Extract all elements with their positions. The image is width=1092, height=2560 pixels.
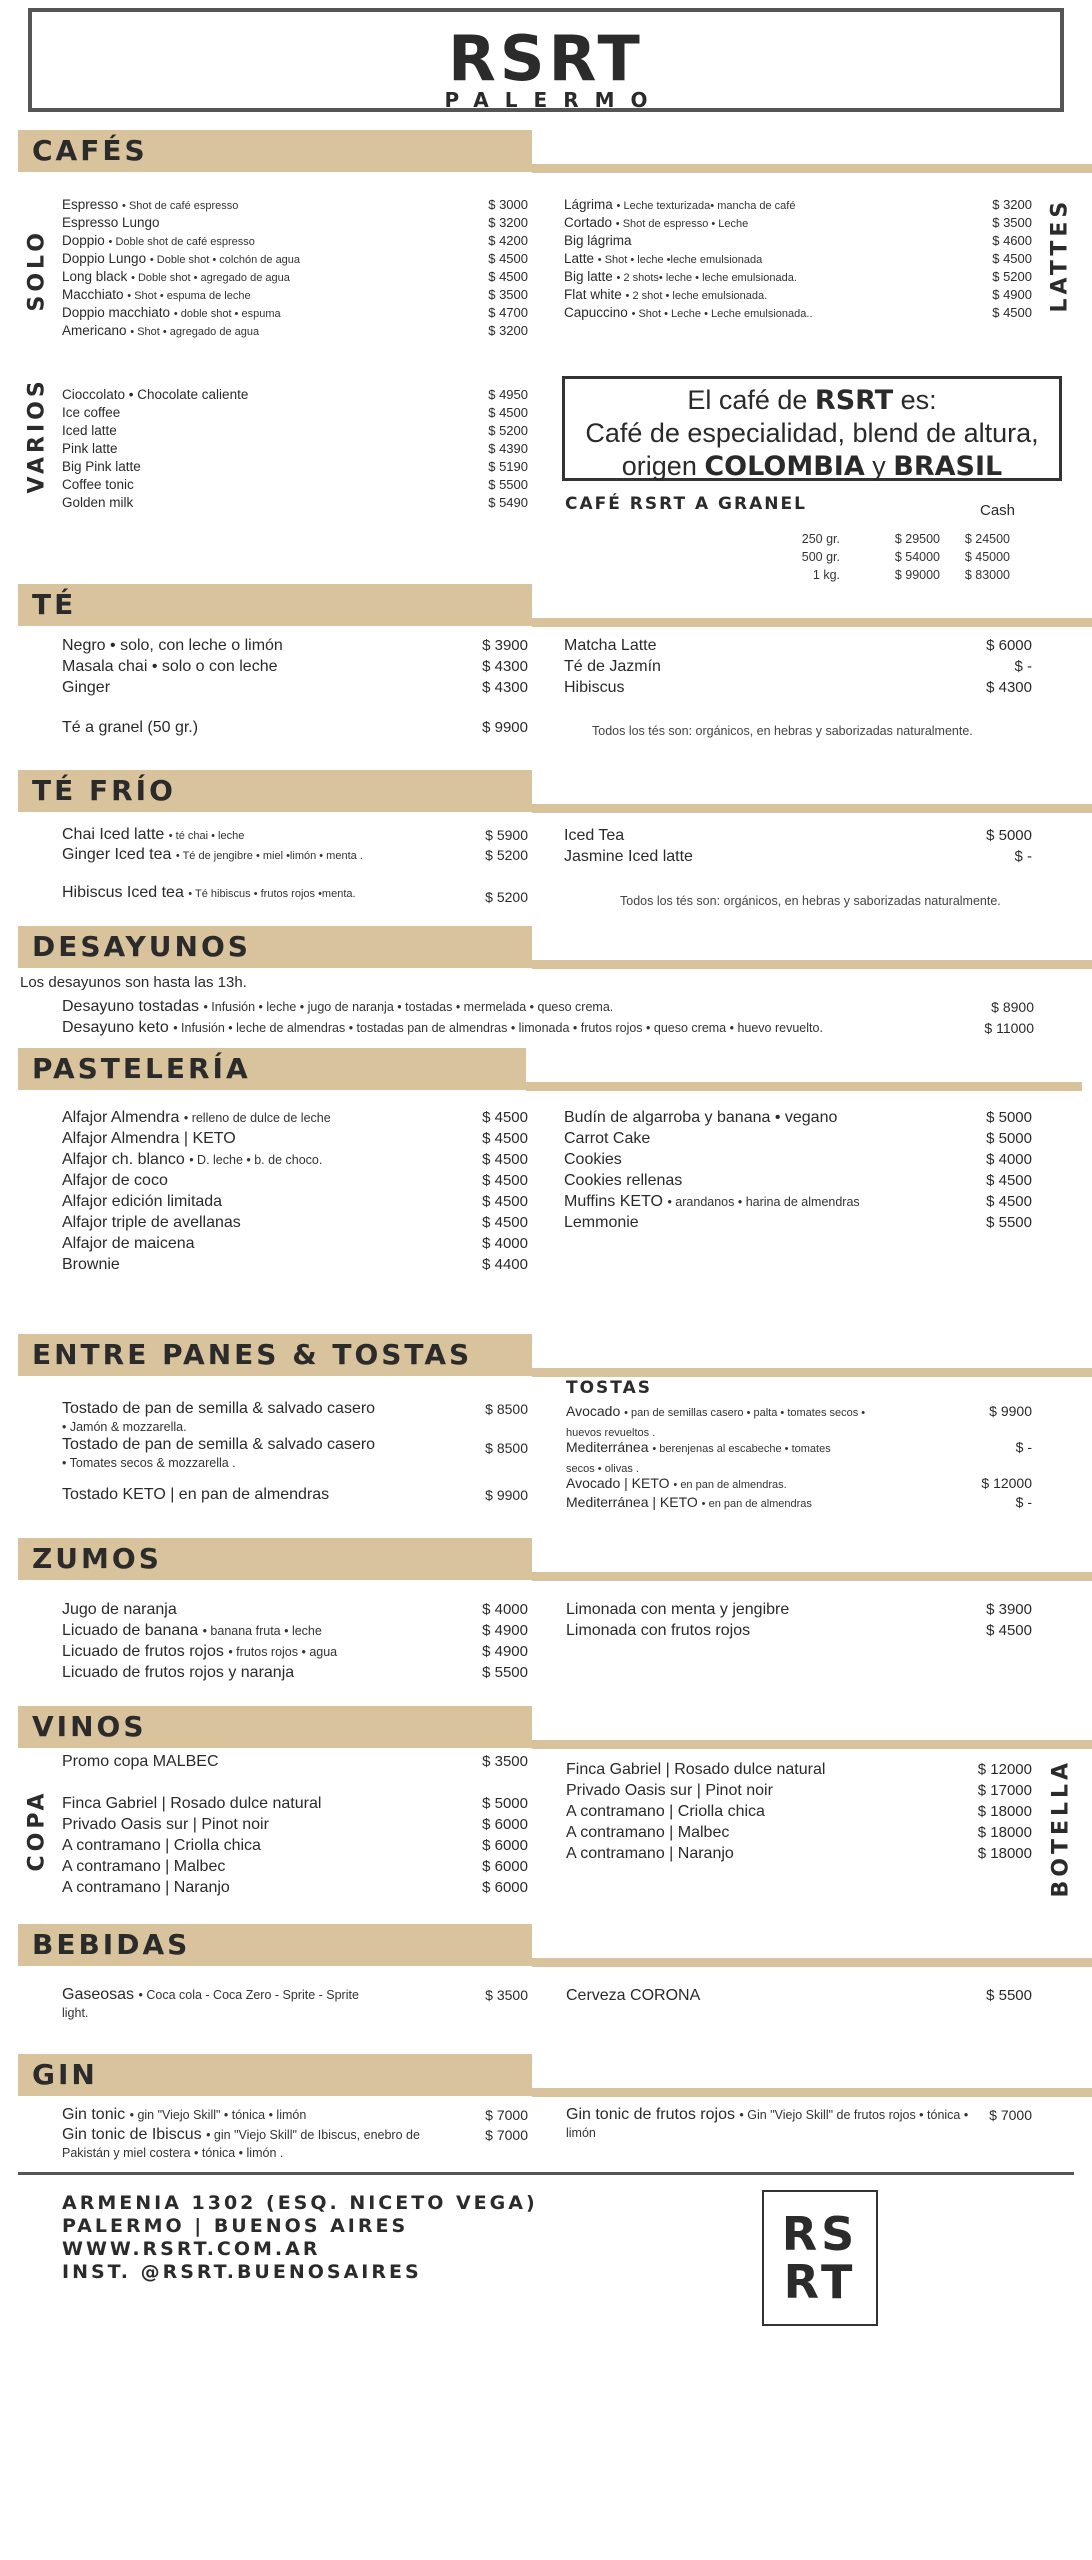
- menu-item: Jasmine Iced latte $ -: [564, 848, 1032, 865]
- menu-item: Tostado KETO | en pan de almendras $ 9900: [62, 1486, 528, 1503]
- menu-item: A contramano | Naranjo $ 18000: [566, 1845, 1032, 1862]
- menu-item: Doppio macchiato • doble shot • espuma $ 4700: [62, 305, 528, 320]
- menu-item: Cookies rellenas $ 4500: [564, 1172, 1032, 1189]
- te-frio-note: Todos los tés son: orgánicos, en hebras y saborizadas naturalmente.: [620, 894, 1001, 908]
- menu-item: A contramano | Naranjo $ 6000: [62, 1879, 528, 1896]
- list-pasteleria-right: [564, 1108, 1032, 1234]
- menu-item: Licuado de frutos rojos y naranja $ 5500: [62, 1664, 528, 1681]
- list-gin-right: [566, 2106, 1032, 2146]
- origin-statement: El café de RSRT es: Café de especialidad, blend de altura, origen COLOMBIA y BRASIL: [562, 376, 1062, 481]
- menu-item: Espresso • Shot de café espresso $ 3000: [62, 197, 528, 212]
- menu-item: Alfajor edición limitada $ 4500: [62, 1193, 528, 1210]
- section-title: ENTRE PANES & TOSTAS: [32, 1338, 473, 1371]
- menu-item: Gin tonic • gin "Viejo Skill" • tónica • limón $ 7000: [62, 2106, 528, 2123]
- te-granel: [62, 718, 528, 739]
- menu-item: Té a granel (50 gr.) $ 9900: [62, 719, 528, 736]
- menu-item: Doppio Lungo • Doble shot • colchón de agua $ 4500: [62, 251, 528, 266]
- list-pasteleria: [62, 1108, 528, 1276]
- menu-item: Latte • Shot • leche •leche emulsionada $ 4500: [564, 251, 1032, 266]
- list-zumos-right: [566, 1600, 1032, 1642]
- label-botella: BOTELLA: [1048, 1758, 1074, 1898]
- menu-item: Licuado de banana • banana fruta • leche $ 4900: [62, 1622, 528, 1639]
- menu-item: Capuccino • Shot • Leche • Leche emulsionada.. $ 4500: [564, 305, 1032, 320]
- list-zumos: [62, 1600, 528, 1684]
- menu-item: Iced Tea $ 5000: [564, 827, 1032, 844]
- menu-item: Tostado de pan de semilla & salvado casero • Tomates secos & mozzarella . $ 8500: [62, 1436, 528, 1470]
- menu-item: Chai Iced latte • té chai • leche $ 5900: [62, 826, 528, 843]
- menu-item: Negro • solo, con leche o limón $ 3900: [62, 637, 528, 654]
- menu-item: Matcha Latte $ 6000: [564, 637, 1032, 654]
- section-title: GIN: [32, 2058, 98, 2091]
- menu-item: Long black • Doble shot • agregado de agua $ 4500: [62, 269, 528, 284]
- instagram-link[interactable]: INST. @RSRT.BUENOSAIRES: [62, 2261, 422, 2283]
- list-botella: [566, 1760, 1032, 1865]
- menu-item: Alfajor de maicena $ 4000: [62, 1235, 528, 1252]
- label-copa: COPA: [24, 1789, 50, 1872]
- granel-row: 500 gr. $ 54000 $ 45000: [801, 550, 1010, 564]
- address-line: ARMENIA 1302 (ESQ. NICETO VEGA): [62, 2192, 538, 2214]
- menu-item: A contramano | Criolla chica $ 6000: [62, 1837, 528, 1854]
- brand-title: RSRT: [448, 22, 644, 95]
- list-varios: [62, 386, 528, 512]
- list-bebidas: [62, 1986, 528, 2026]
- menu-item: Mediterránea | KETO • en pan de almendras $ -: [566, 1494, 1032, 1510]
- menu-item: Privado Oasis sur | Pinot noir $ 6000: [62, 1816, 528, 1833]
- menu-item: Espresso Lungo $ 3200: [62, 215, 528, 230]
- menu-item: Big lágrima $ 4600: [564, 233, 1032, 248]
- label-solo: SOLO: [24, 229, 50, 312]
- menu-item: Cerveza CORONA $ 5500: [566, 1987, 1032, 2004]
- brand-logo: RS RT: [762, 2190, 878, 2326]
- menu-item: A contramano | Criolla chica $ 18000: [566, 1803, 1032, 1820]
- list-te-right: [564, 636, 1032, 699]
- menu-item: Té de Jazmín $ -: [564, 658, 1032, 675]
- desayunos-note: Los desayunos son hasta las 13h.: [20, 974, 247, 991]
- granel-row: 250 gr. $ 29500 $ 24500: [801, 532, 1010, 546]
- granel-cash-label: Cash: [980, 502, 1016, 519]
- menu-item: Desayuno keto • Infusión • leche de almendras • tostadas pan de almendras • limonada • frutos rojos • queso crema • huevo revuelto. $ 11000: [62, 1019, 1034, 1036]
- menu-item: Golden milk $ 5490: [62, 495, 528, 510]
- menu-item: Muffins KETO • arandanos • harina de almendras $ 4500: [564, 1193, 1032, 1210]
- address-city: PALERMO | BUENOS AIRES: [62, 2215, 409, 2237]
- menu-item: Flat white • 2 shot • leche emulsionada. $ 4900: [564, 287, 1032, 302]
- brand-subtitle: PALERMO: [444, 88, 664, 112]
- menu-item: Hibiscus Iced tea • Té hibiscus • frutos rojos •menta. $ 5200: [62, 884, 528, 905]
- label-lattes: LATTES: [1047, 197, 1073, 313]
- menu-item: A contramano | Malbec $ 6000: [62, 1858, 528, 1875]
- list-bebidas-right: [566, 1986, 1032, 2007]
- section-title: BEBIDAS: [32, 1928, 191, 1961]
- list-te-frio: [62, 826, 528, 922]
- menu-item: Doppio • Doble shot de café espresso $ 4200: [62, 233, 528, 248]
- menu-item: Finca Gabriel | Rosado dulce natural $ 5000: [62, 1795, 528, 1812]
- list-entre-panes: [62, 1400, 528, 1508]
- granel-table: [780, 532, 1010, 586]
- menu-item: Cioccolato • Chocolate caliente $ 4950: [62, 387, 528, 402]
- menu-item: Hibiscus $ 4300: [564, 679, 1032, 696]
- menu-item: Carrot Cake $ 5000: [564, 1130, 1032, 1147]
- menu-item: Gaseosas • Coca cola - Coca Zero - Sprite - Sprite light. $ 3500: [62, 1986, 528, 2020]
- menu-item: Brownie $ 4400: [62, 1256, 528, 1273]
- menu-item: Americano • Shot • agregado de agua $ 3200: [62, 323, 528, 338]
- menu-item: Tostado de pan de semilla & salvado casero • Jamón & mozzarella. $ 8500: [62, 1400, 528, 1434]
- website-link[interactable]: WWW.RSRT.COM.AR: [62, 2238, 321, 2260]
- footer-address: [62, 2192, 538, 2284]
- menu-item: Big latte • 2 shots• leche • leche emulsionada. $ 5200: [564, 269, 1032, 284]
- list-copa: [62, 1794, 528, 1899]
- list-solo: [62, 196, 528, 340]
- menu-item: Alfajor Almendra • relleno de dulce de leche $ 4500: [62, 1109, 528, 1126]
- footer-divider: [18, 2172, 1074, 2175]
- list-te: [62, 636, 528, 699]
- menu-item: Gin tonic de frutos rojos • Gin "Viejo Skill" de frutos rojos • tónica • limón $ 7000: [566, 2106, 1032, 2140]
- menu-item: Licuado de frutos rojos • frutos rojos • agua $ 4900: [62, 1643, 528, 1660]
- menu-item: Big Pink latte $ 5190: [62, 459, 528, 474]
- menu-item: Lemmonie $ 5500: [564, 1214, 1032, 1231]
- list-tostas: [566, 1402, 1032, 1512]
- menu-item: Lágrima • Leche texturizada• mancha de café $ 3200: [564, 197, 1032, 212]
- menu-item: Ice coffee $ 4500: [62, 405, 528, 420]
- tostas-title: TOSTAS: [566, 1378, 652, 1398]
- brand-header: [28, 8, 1064, 112]
- section-title: ZUMOS: [32, 1542, 162, 1575]
- menu-item: Mediterránea • berenjenas al escabeche • tomates secos • olivas . $ -: [566, 1439, 1032, 1475]
- menu-item: Iced latte $ 5200: [62, 423, 528, 438]
- menu-item: Masala chai • solo o con leche $ 4300: [62, 658, 528, 675]
- section-title: TÉ FRÍO: [32, 774, 176, 807]
- menu-item: Coffee tonic $ 5500: [62, 477, 528, 492]
- section-title: VINOS: [32, 1710, 147, 1743]
- list-desayunos: [62, 998, 1034, 1040]
- menu-item: Privado Oasis sur | Pinot noir $ 17000: [566, 1782, 1032, 1799]
- menu-item: Jugo de naranja $ 4000: [62, 1601, 528, 1618]
- section-title: PASTELERÍA: [32, 1052, 251, 1085]
- menu-item: Macchiato • Shot • espuma de leche $ 3500: [62, 287, 528, 302]
- te-note: Todos los tés son: orgánicos, en hebras y saborizadas naturalmente.: [592, 724, 973, 738]
- section-title: TÉ: [32, 588, 77, 621]
- menu-item: Ginger $ 4300: [62, 679, 528, 696]
- menu-item: Gin tonic de Ibiscus • gin "Viejo Skill" de Ibiscus, enebro de Pakistán y miel costera • tónica • limón . $ 7000: [62, 2126, 528, 2160]
- list-lattes: [564, 196, 1032, 322]
- menu-item: Desayuno tostadas • Infusión • leche • jugo de naranja • tostadas • mermelada • queso crema. $ 8900: [62, 998, 1034, 1015]
- list-gin: [62, 2106, 528, 2166]
- menu-item: Ginger Iced tea • Té de jengibre • miel •limón • menta . $ 5200: [62, 846, 528, 863]
- menu-item: Alfajor de coco $ 4500: [62, 1172, 528, 1189]
- list-te-frio-right: [564, 826, 1032, 868]
- menu-item: Avocado | KETO • en pan de almendras. $ 12000: [566, 1475, 1032, 1491]
- menu-item: Alfajor Almendra | KETO $ 4500: [62, 1130, 528, 1147]
- section-title: DESAYUNOS: [32, 930, 251, 963]
- granel-row: 1 kg. $ 99000 $ 83000: [812, 568, 1010, 582]
- menu-item: Alfajor ch. blanco • D. leche • b. de choco. $ 4500: [62, 1151, 528, 1168]
- menu-item: A contramano | Malbec $ 18000: [566, 1824, 1032, 1841]
- menu-item: Limonada con frutos rojos $ 4500: [566, 1622, 1032, 1639]
- granel-title: CAFÉ RSRT A GRANEL: [565, 494, 807, 514]
- label-varios: VARIOS: [24, 377, 50, 494]
- vinos-promo: [62, 1752, 528, 1773]
- menu-item: Cortado • Shot de espresso • Leche $ 3500: [564, 215, 1032, 230]
- menu-item: Cookies $ 4000: [564, 1151, 1032, 1168]
- menu-item: Alfajor triple de avellanas $ 4500: [62, 1214, 528, 1231]
- menu-item: Avocado • pan de semillas casero • palta • tomates secos • huevos revueltos . $ 9900: [566, 1403, 1032, 1439]
- section-title: CAFÉS: [32, 134, 148, 167]
- menu-item: Finca Gabriel | Rosado dulce natural $ 12000: [566, 1761, 1032, 1778]
- menu-item: Promo copa MALBEC $ 3500: [62, 1753, 528, 1770]
- menu-item: Budín de algarroba y banana • vegano $ 5000: [564, 1109, 1032, 1126]
- menu-item: Limonada con menta y jengibre $ 3900: [566, 1601, 1032, 1618]
- menu-item: Pink latte $ 4390: [62, 441, 528, 456]
